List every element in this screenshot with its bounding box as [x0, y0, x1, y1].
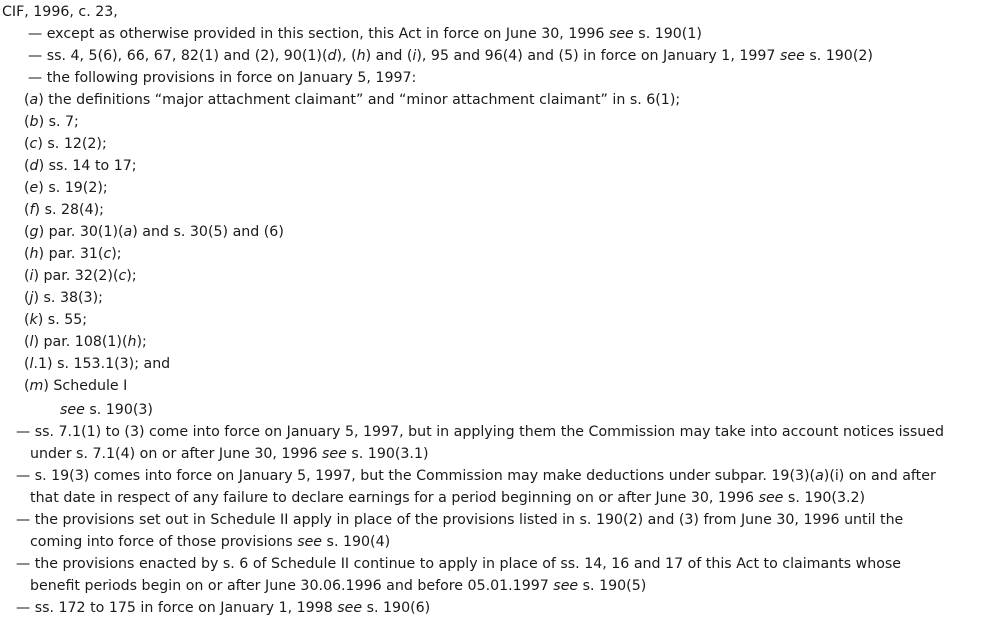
italic-text-run: c — [29, 136, 38, 152]
text-run: s. 190(3.2) — [783, 490, 866, 506]
text-line — [30, 445, 429, 463]
text-line — [16, 511, 903, 529]
text-run: ) s. 55; — [37, 312, 88, 328]
text-run: ( — [24, 268, 30, 284]
text-run: ), ( — [336, 48, 357, 64]
text-run: — s. 19(3) comes into force on January 5, 1997, but the Commission may make deductions under subpar. 19(3)( — [16, 468, 816, 484]
italic-text-run: f — [29, 202, 35, 218]
text-run: ( — [24, 378, 30, 394]
text-line — [16, 599, 430, 617]
text-line — [28, 47, 873, 65]
text-run: s. 190(6) — [362, 600, 431, 616]
italic-text-run: see — [608, 26, 634, 42]
text-run: s. 190(1) — [633, 26, 702, 42]
text-line — [24, 157, 137, 175]
text-run: ) ss. 14 to 17; — [38, 158, 137, 174]
text-run: — ss. 172 to 175 in force on January 1, 1998 — [16, 600, 338, 616]
italic-text-run: k — [29, 312, 38, 328]
italic-text-run: c — [118, 268, 127, 284]
text-run: ); — [111, 246, 122, 262]
text-line — [24, 355, 170, 373]
text-line — [24, 113, 79, 131]
italic-text-run: l — [29, 356, 34, 372]
italic-text-run: j — [29, 290, 34, 306]
text-line — [24, 377, 127, 395]
text-run: ) par. 108(1)( — [33, 334, 128, 350]
italic-text-run: a — [29, 92, 39, 108]
italic-text-run: c — [103, 246, 112, 262]
text-run: s. 190(3.1) — [346, 446, 429, 462]
italic-text-run: g — [29, 224, 39, 240]
italic-text-run: m — [29, 378, 44, 394]
text-line — [60, 401, 153, 419]
italic-text-run: d — [327, 48, 337, 64]
text-run: ) s. 7; — [38, 114, 79, 130]
text-run: ) s. 19(2); — [38, 180, 108, 196]
italic-text-run: see — [337, 600, 363, 616]
text-run: ( — [24, 290, 30, 306]
text-line — [16, 555, 901, 573]
text-run: s. 190(5) — [578, 578, 647, 594]
italic-text-run: see — [60, 402, 85, 418]
text-line — [24, 91, 680, 109]
text-run: — except as otherwise provided in this section, this Act in force on June 30, 1996 — [28, 26, 609, 42]
text-line — [28, 25, 702, 43]
italic-text-run: see — [322, 446, 347, 462]
text-line — [16, 467, 936, 485]
italic-text-run: see — [297, 534, 323, 550]
italic-text-run: see — [553, 578, 579, 594]
italic-text-run: i — [29, 268, 34, 284]
text-run: ( — [24, 312, 30, 328]
text-line — [24, 289, 103, 307]
italic-text-run: l — [29, 334, 34, 350]
italic-text-run: h — [356, 48, 366, 64]
italic-text-run: a — [123, 224, 133, 240]
text-line — [24, 333, 147, 351]
text-run: — the following provisions in force on January 5, 1997: — [28, 70, 417, 86]
text-run: — the provisions enacted by s. 6 of Schedule II continue to apply in place of ss. 14, 16 and 17 of this Act to claimants whose — [16, 556, 902, 572]
text-run: ( — [24, 356, 30, 372]
text-run: s. 190(2) — [804, 48, 873, 64]
text-line — [24, 135, 107, 153]
text-run: ) par. 30(1)( — [38, 224, 124, 240]
text-run: ( — [24, 202, 30, 218]
text-run: ( — [24, 224, 30, 240]
text-run: )(i) on and after — [823, 468, 936, 484]
text-run: coming into force of those provisions — [30, 534, 298, 550]
text-run: ) and ( — [365, 48, 413, 64]
text-line — [24, 223, 284, 241]
italic-text-run: h — [29, 246, 39, 262]
text-run: .1) s. 153.1(3); and — [33, 356, 171, 372]
text-run: ( — [24, 180, 30, 196]
text-line — [24, 179, 108, 197]
text-line — [30, 533, 390, 551]
text-line — [24, 245, 122, 263]
text-run: s. 190(3) — [84, 402, 153, 418]
italic-text-run: a — [815, 468, 824, 484]
text-line — [30, 577, 646, 595]
text-run: — ss. 7.1(1) to (3) come into force on January 5, 1997, but in applying them the Commission may take into account notices issued — [16, 424, 945, 440]
text-run: that date in respect of any failure to declare earnings for a period beginning on or after June 30, 1996 — [30, 490, 759, 506]
text-run: ); — [136, 334, 147, 350]
italic-text-run: see — [779, 48, 805, 64]
text-run: ) par. 32(2)( — [33, 268, 119, 284]
text-run: ) par. 31( — [38, 246, 104, 262]
text-line — [24, 201, 104, 219]
italic-text-run: h — [127, 334, 137, 350]
italic-text-run: d — [29, 158, 39, 174]
text-line — [28, 69, 416, 87]
text-line — [24, 267, 137, 285]
text-run: ) Schedule I — [43, 378, 128, 394]
text-run: ( — [24, 158, 30, 174]
text-line — [24, 311, 87, 329]
text-run: ), 95 and 96(4) and (5) in force on January 1, 1997 — [416, 48, 780, 64]
italic-text-run: i — [412, 48, 417, 64]
text-run: under s. 7.1(4) on or after June 30, 1996 — [30, 446, 323, 462]
text-line — [2, 3, 118, 21]
text-run: — the provisions set out in Schedule II apply in place of the provisions listed in s. 190(2) and (3) from June 30, 1996 until the — [16, 512, 904, 528]
italic-text-run: e — [29, 180, 39, 196]
italic-text-run: see — [758, 490, 784, 506]
text-line — [16, 423, 944, 441]
text-run: CIF, 1996, c. 23, — [2, 4, 118, 20]
text-run: ) the definitions “major attachment claimant” and “minor attachment claimant” in s. 6(1); — [38, 92, 681, 108]
text-run: ) s. 28(4); — [34, 202, 104, 218]
text-run: ) and s. 30(5) and (6) — [132, 224, 284, 240]
text-run: ( — [24, 136, 30, 152]
text-run: ( — [24, 114, 30, 130]
text-run: ( — [24, 246, 30, 262]
text-run: ( — [24, 92, 30, 108]
text-run: ) s. 38(3); — [33, 290, 103, 306]
text-run: ) s. 12(2); — [37, 136, 107, 152]
text-line — [30, 489, 865, 507]
text-run: ); — [126, 268, 137, 284]
text-run: ( — [24, 334, 30, 350]
text-run: — ss. 4, 5(6), 66, 67, 82(1) and (2), 90(1)( — [28, 48, 328, 64]
text-run: benefit periods begin on or after June 30.06.1996 and before 05.01.1997 — [30, 578, 554, 594]
italic-text-run: b — [29, 114, 39, 130]
text-run: s. 190(4) — [322, 534, 391, 550]
